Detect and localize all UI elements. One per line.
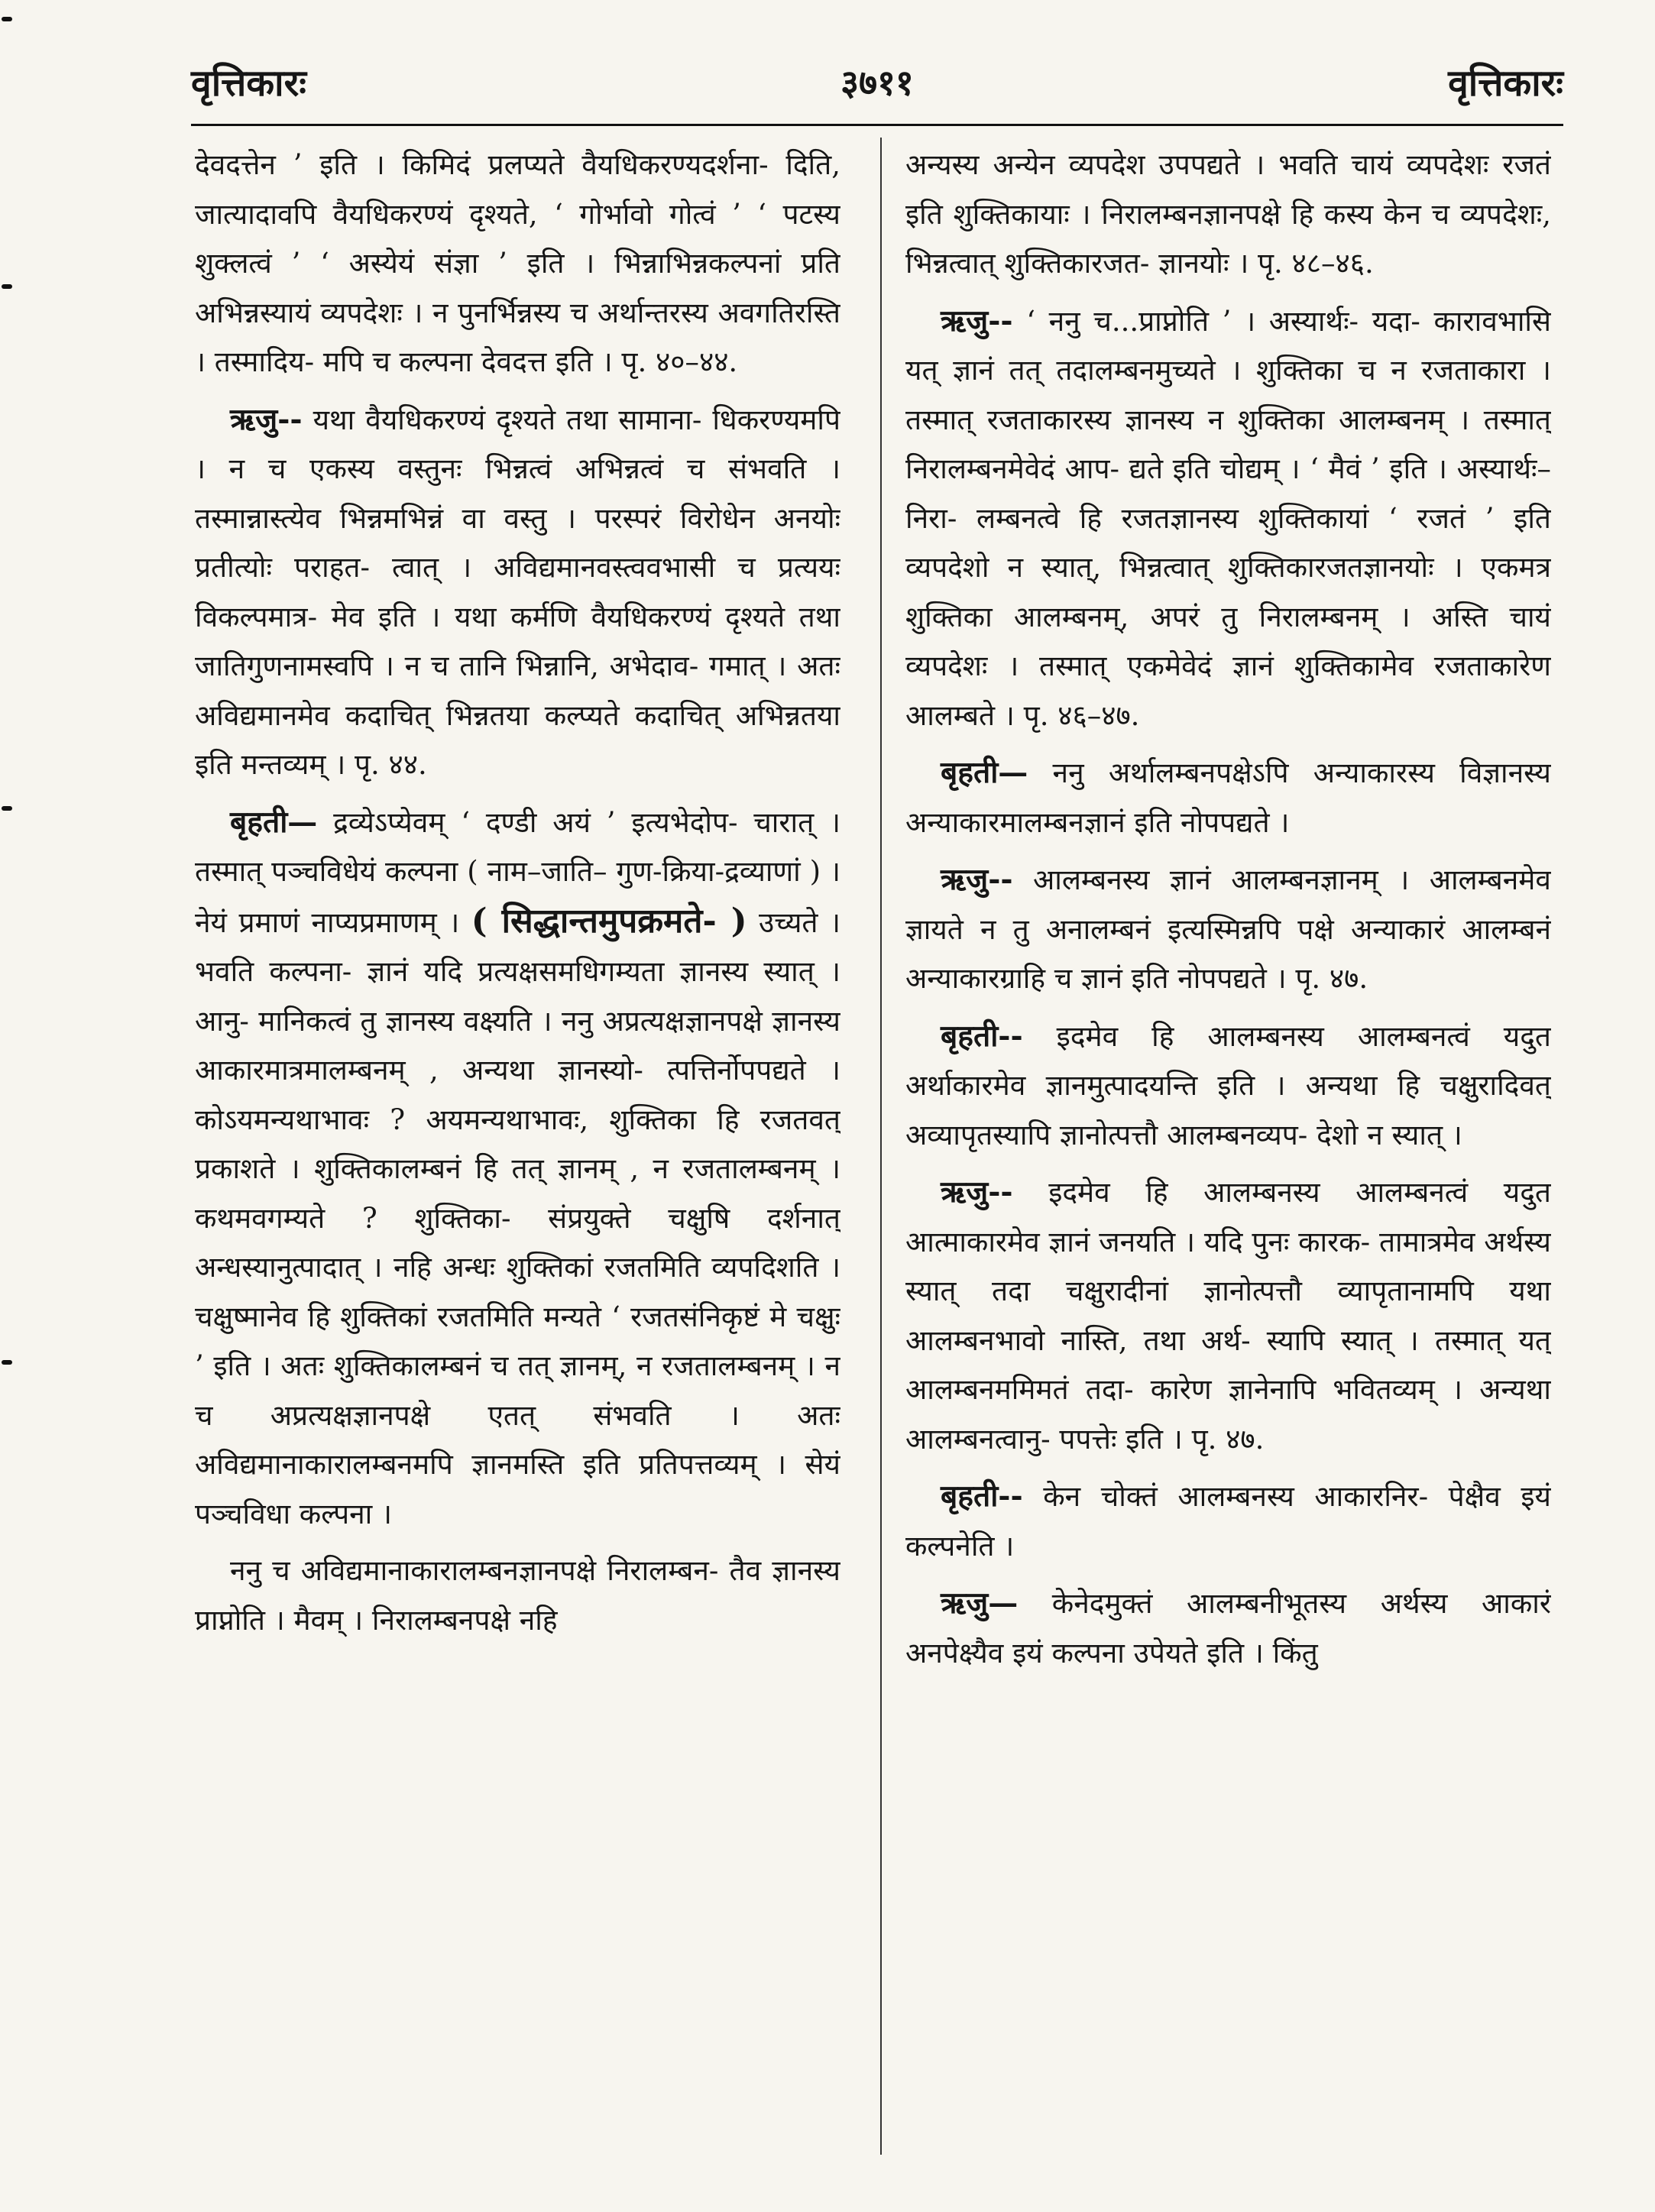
commentary-label: ऋजु-- [941,1174,1013,1210]
paragraph [195,798,840,1540]
paragraph-text: केन चोक्तं आलम्बनस्य आकारनिर- पेक्षैव इयं कल्पनेति । [905,1480,1551,1563]
page-header [191,47,1563,116]
paragraph: ननु च अविद्यमानाकारालम्बनज्ञानपक्षे निरालम्बन- तैव ज्ञानस्य प्राप्नोति । मैवम् । निरालम्बनपक्षे नहि [195,1554,840,1637]
margin-mark [2,1360,12,1365]
commentary-label: बृहती-- [941,1018,1023,1054]
paragraph [905,1012,1551,1161]
commentary-label: बृहती-- [941,1478,1023,1514]
paragraph: अन्यस्य अन्येन व्यपदेश उपपद्यते । भवति चायं व्यपदेशः रजतं इति शुक्तिकायाः । निरालम्बनज्ञानपक्षे हि कस्य केन च व्यपदेशः, भिन्नत्वात् शुक्तिकारजत- ज्ञानयोः । पृ. ४८–४६. [905,148,1551,280]
margin-mark [2,284,12,289]
paragraph-text: केनेदमुक्तं आलम्बनीभूतस्य अर्थस्य आकारं अनपेक्ष्यैव इयं कल्पना उपेयते इति । किंतु [905,1587,1551,1670]
paragraph [905,296,1551,741]
commentary-label: ऋजु-- [941,303,1013,338]
header-rule [191,124,1563,126]
section-heading: ( सिद्धान्तमुपक्रमते- ) [471,901,747,941]
paragraph-text: द्रव्येऽप्येवम् ‘ दण्डी अयं ’ इत्यभेदोप- चारात् । तस्मात् पञ्चविधेयं कल्पना ( नाम–जाति– गुण-क्रिया-द्रव्याणां ) । नेयं प्रमाणं नाप्यप्रमाणम् । [195,805,840,939]
paragraph-text: ‘ ननु च...प्राप्नोति ’ । अस्यार्थः- यदा- कारावभासि यत् ज्ञानं तत् तदालम्बनमुच्यते । शुक्तिका च न रजताकारा । तस्मात् रजताकारस्य ज्ञानस्य न शुक्तिका आलम्बनम् । तस्मात् निरालम्बनमेवेदं आप- द्यते इति चोद्यम् । ‘ मैवं ’ इति । अस्यार्थः– निरा- लम्बनत्वे हि रजतज्ञानस्य शुक्तिकायां ‘ रजतं ’ इति व्यपदेशो न स्यात्, भिन्नत्वात् शुक्तिकारजतज्ञानयोः । एकमत्र शुक्तिका आलम्बनम्, अपरं तु निरालम्बनम् । अस्ति चायं व्यपदेशः । तस्मात् एकमेवेदं ज्ञानं शुक्तिकामेव रजताकारेण आलम्बते । पृ. ४६–४७. [905,304,1551,732]
right-column [905,141,1551,2158]
commentary-label: बृहती— [230,804,318,840]
commentary-label: बृहती— [941,755,1028,790]
paragraph [905,855,1551,1004]
paragraph-text: यथा वैयधिकरण्यं दृश्यते तथा सामाना- धिकरण्यमपि । न च एकस्य वस्तुनः भिन्नत्वं अभिन्नत्वं च संभवति । तस्मान्नास्त्येव भिन्नमभिन्नं वा वस्तु । परस्परं विरोधेन अनयोः प्रतीत्योः पराहत- त्वात् । अविद्यमानवस्त्ववभासी च प्रत्ययः विकल्पमात्र- मेव इति । यथा कर्मणि वैयधिकरण्यं दृश्यते तथा जातिगुणनामस्वपि । न च तानि भिन्नानि, अभेदाव- गमात् । अतः अविद्यमानमेव कदाचित् भिन्नतया कल्प्यते कदाचित् अभिन्नतया इति मन्तव्यम् । पृ. ४४. [195,403,840,781]
column-divider [880,138,882,2155]
paragraph [905,1168,1551,1464]
page-number: ३७११ [840,62,914,103]
paragraph-text: इदमेव हि आलम्बनस्य आलम्बनत्वं यदुत आत्माकारमेव ज्ञानं जनयति । यदि पुनः कारक- तामात्रमेव अर्थस्य स्यात् तदा चक्षुरादीनां ज्ञानोत्पत्तौ व्यापृतानामपि यथा आलम्बनभावो नास्ति, तथा अर्थ- स्यापि स्यात् । तस्मात् यत् आलम्बनममिमतं तदा- कारेण ज्ञानेनापि भवितव्यम् । अन्यथा आलम्बनत्वानु- पपत्तेः इति । पृ. ४७. [905,1176,1551,1456]
paragraph: देवदत्तेन ’ इति । किमिदं प्रलप्यते वैयधिकरण्यदर्शना- दिति, जात्यादावपि वैयधिकरण्यं दृश्यते, ‘ गोर्भावो गोत्वं ’ ‘ पटस्य शुक्लत्वं ’ ‘ अस्येयं संज्ञा ’ इति । भिन्नाभिन्नकल्पनां प्रति अभिन्नस्यायं व्यपदेशः । न पुनर्भिन्नस्य च अर्थान्तरस्य अवगतिरस्ति । तस्मादिय- मपि च कल्पना देवदत्त इति । पृ. ४०–४४. [195,148,840,378]
paragraph [905,748,1551,847]
header-left-title: वृत्तिकारः [191,61,306,105]
commentary-label: ऋजु-- [230,401,303,437]
paragraph-text: ननु अर्थालम्बनपक्षेऽपि अन्याकारस्य विज्ञानस्य अन्याकारमालम्बनज्ञानं इति नोपपद्यते । [905,756,1551,839]
left-column [195,141,840,2158]
commentary-label: ऋजु— [941,1585,1019,1621]
commentary-label: ऋजु-- [941,862,1013,897]
header-right-title: वृत्तिकारः [1448,61,1563,105]
paragraph [905,1472,1551,1571]
margin-mark [2,806,12,811]
paragraph-text: इदमेव हि आलम्बनस्य आलम्बनत्वं यदुत अर्थाकारमेव ज्ञानमुत्पादयन्ति इति । अन्यथा हि चक्षुरादिवत् अव्यापृतस्यापि ज्ञानोत्पत्तौ आलम्बनव्यप- देशो न स्यात् । [905,1019,1551,1151]
paragraph [195,395,840,790]
paragraph [905,1579,1551,1678]
margin-mark [2,17,12,21]
paragraph-text: उच्यते । भवति कल्पना- ज्ञानं यदि प्रत्यक्षसमधिगम्यता ज्ञानस्य स्यात् । आनु- मानिकत्वं तु ज्ञानस्य वक्ष्यति । ननु अप्रत्यक्षज्ञानपक्षे ज्ञानस्य आकारमात्रमालम्बनम् , अन्यथा ज्ञानस्यो- त्पत्तिर्नोपपद्यते । कोऽयमन्यथाभावः ? अयमन्यथाभावः, शुक्तिका हि रजतवत् प्रकाशते । शुक्तिकालम्बनं हि तत् ज्ञानम् , न रजतालम्बनम् । कथमवगम्यते ? शुक्तिका- संप्रयुक्ते चक्षुषि दर्शनात् अन्धस्यानुत्पादात् । नहि अन्धः शुक्तिकां रजतमिति व्यपदिशति । चक्षुष्मानेव हि शुक्तिकां रजतमिति मन्यते ‘ रजतसंनिकृष्टं मे चक्षुः ’ इति । अतः शुक्तिकालम्बनं च तत् ज्ञानम्, न रजतालम्बनम् । न च अप्रत्यक्षज्ञानपक्षे एतत् संभवति । अतः अविद्यमानाकारालम्बनमपि ज्ञानमस्ति इति प्रतिपत्तव्यम् । सेयं पञ्चविधा कल्पना । [195,905,840,1530]
paragraph-text: आलम्बनस्य ज्ञानं आलम्बनज्ञानम् । आलम्बनमेव ज्ञायते न तु अनालम्बनं इत्यस्मिन्नपि पक्षे अन्याकारं आलम्बनं अन्याकारग्राहि च ज्ञानं इति नोपपद्यते । पृ. ४७. [905,863,1551,995]
